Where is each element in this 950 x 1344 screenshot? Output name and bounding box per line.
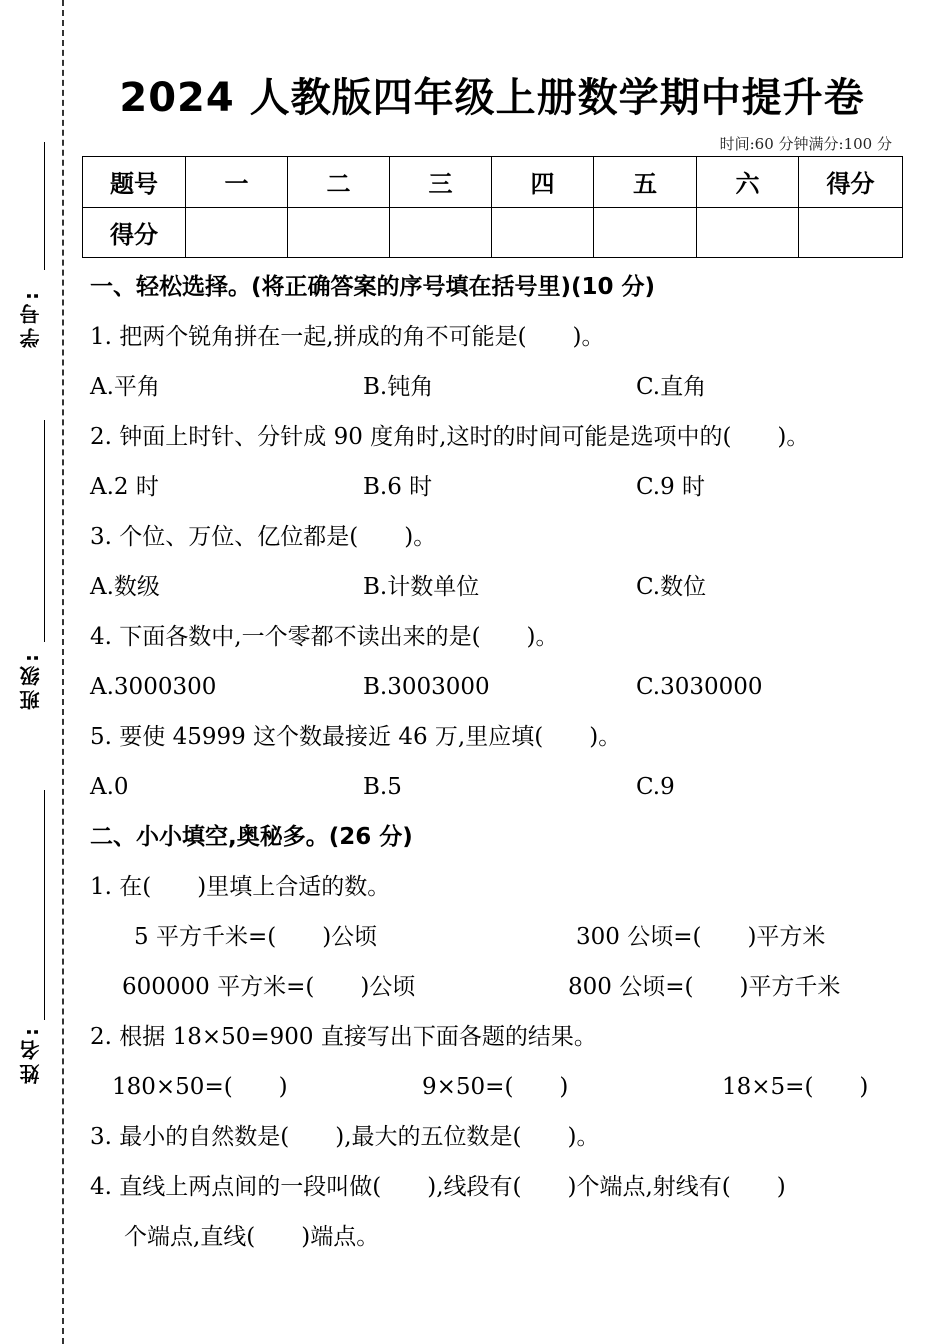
option-a[interactable]: A.数级 <box>90 574 160 600</box>
option-c[interactable]: C.9 时 <box>636 474 706 500</box>
header-cell: 三 <box>390 157 492 208</box>
score-cell[interactable] <box>594 207 697 258</box>
option-b[interactable]: B.5 <box>363 774 402 800</box>
header-cell: 五 <box>594 157 697 208</box>
score-table-header-row <box>83 157 903 208</box>
options-row <box>90 762 910 812</box>
options-row <box>90 562 910 612</box>
score-cell[interactable] <box>288 207 390 258</box>
header-cell: 题号 <box>83 157 186 208</box>
page-title: 2024 人教版四年级上册数学期中提升卷 <box>119 75 865 121</box>
fill-item[interactable]: 18×5=( ) <box>722 1074 869 1100</box>
question-text-continued: 个端点,直线( )端点。 <box>124 1224 380 1250</box>
section-1-heading: 一、轻松选择。(将正确答案的序号填在括号里)(10 分) <box>90 274 656 300</box>
fill-item[interactable]: 600000 平方米=( )公顷 <box>122 974 416 1000</box>
header-cell: 得分 <box>799 157 903 208</box>
question-text: 2. 钟面上时针、分针成 90 度角时,这时的时间可能是选项中的( )。 <box>90 424 810 450</box>
score-cell[interactable] <box>799 207 903 258</box>
score-cell[interactable] <box>186 207 288 258</box>
option-a[interactable]: A.3000300 <box>90 674 217 700</box>
header-cell: 六 <box>697 157 799 208</box>
option-a[interactable]: A.0 <box>90 774 129 800</box>
fill-row <box>90 962 910 1012</box>
section-2-heading: 二、小小填空,奥秘多。(26 分) <box>90 824 413 850</box>
option-c[interactable]: C.3030000 <box>636 674 763 700</box>
option-b[interactable]: B.钝角 <box>363 374 434 400</box>
fill-row <box>90 1062 910 1112</box>
option-b[interactable]: B.6 时 <box>363 474 433 500</box>
option-c[interactable]: C.9 <box>636 774 675 800</box>
options-row <box>90 462 910 512</box>
fill-item[interactable]: 800 公顷=( )平方千米 <box>568 974 841 1000</box>
question-text: 1. 在( )里填上合适的数。 <box>90 874 391 900</box>
row-label: 得分 <box>83 207 186 258</box>
question-text: 1. 把两个锐角拼在一起,拼成的角不可能是( )。 <box>90 324 605 350</box>
header-cell: 四 <box>492 157 594 208</box>
name-blank[interactable] <box>44 790 45 1020</box>
option-c[interactable]: C.直角 <box>636 374 707 400</box>
class-blank[interactable] <box>44 420 45 642</box>
question-text: 3. 个位、万位、亿位都是( )。 <box>90 524 437 550</box>
student-id-label: 学号: <box>19 288 43 348</box>
question-text: 4. 下面各数中,一个零都不读出来的是( )。 <box>90 624 559 650</box>
option-a[interactable]: A.平角 <box>90 374 160 400</box>
options-row <box>90 362 910 412</box>
student-id-blank[interactable] <box>44 142 45 270</box>
name-label: 姓名: <box>19 1024 43 1084</box>
score-table-score-row <box>83 207 903 258</box>
option-a[interactable]: A.2 时 <box>90 474 159 500</box>
option-b[interactable]: B.计数单位 <box>363 574 480 600</box>
score-cell[interactable] <box>492 207 594 258</box>
fill-item[interactable]: 5 平方千米=( )公顷 <box>134 924 378 950</box>
header-cell: 二 <box>288 157 390 208</box>
fill-item[interactable]: 180×50=( ) <box>112 1074 288 1100</box>
question-text: 3. 最小的自然数是( ),最大的五位数是( )。 <box>90 1124 600 1150</box>
question-text: 2. 根据 18×50=900 直接写出下面各题的结果。 <box>90 1024 597 1050</box>
option-c[interactable]: C.数位 <box>636 574 707 600</box>
fill-item[interactable]: 300 公顷=( )平方米 <box>576 924 826 950</box>
question-text: 5. 要使 45999 这个数最接近 46 万,里应填( )。 <box>90 724 622 750</box>
option-b[interactable]: B.3003000 <box>363 674 490 700</box>
options-row <box>90 662 910 712</box>
binding-dashed-line <box>62 0 64 1344</box>
score-cell[interactable] <box>697 207 799 258</box>
question-text: 4. 直线上两点间的一段叫做( ),线段有( )个端点,射线有( ) <box>90 1174 786 1200</box>
class-label: 班级: <box>19 650 43 710</box>
exam-meta: 时间:60 分钟满分:100 分 <box>719 135 892 153</box>
score-table <box>82 156 903 258</box>
fill-item[interactable]: 9×50=( ) <box>422 1074 569 1100</box>
header-cell: 一 <box>186 157 288 208</box>
exam-content <box>90 262 910 1262</box>
score-cell[interactable] <box>390 207 492 258</box>
fill-row <box>90 912 910 962</box>
